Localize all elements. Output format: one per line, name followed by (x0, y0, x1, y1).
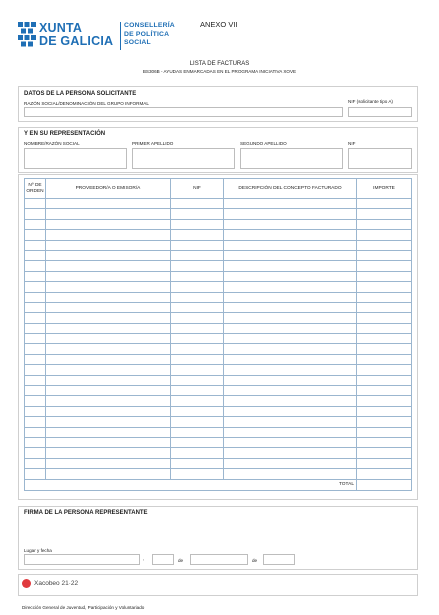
logo-separator (120, 22, 121, 50)
orden-cell[interactable] (25, 271, 46, 281)
nif-cell[interactable] (171, 313, 224, 323)
proveedor-cell[interactable] (46, 334, 171, 344)
orden-cell[interactable] (25, 406, 46, 416)
proveedor-cell[interactable] (46, 282, 171, 292)
importe-cell[interactable] (357, 386, 412, 396)
proveedor-cell[interactable] (46, 396, 171, 406)
descripcion-cell[interactable] (224, 344, 357, 354)
table-row (25, 437, 412, 447)
importe-cell[interactable] (357, 209, 412, 219)
nif-cell[interactable] (171, 386, 224, 396)
orden-cell[interactable] (25, 334, 46, 344)
proveedor-cell[interactable] (46, 271, 171, 281)
descripcion-cell[interactable] (224, 250, 357, 260)
proveedor-cell[interactable] (46, 427, 171, 437)
importe-cell[interactable] (357, 417, 412, 427)
orden-cell[interactable] (25, 427, 46, 437)
nif-cell[interactable] (171, 458, 224, 468)
de-label-1: de (178, 558, 184, 563)
importe-cell[interactable] (357, 375, 412, 385)
descripcion-cell[interactable] (224, 469, 357, 479)
importe-cell[interactable] (357, 334, 412, 344)
table-row (25, 354, 412, 364)
table-row (25, 313, 412, 323)
orden-cell[interactable] (25, 250, 46, 260)
col-orden-header: Nº DE ORDEN (25, 179, 46, 199)
descripcion-cell[interactable] (224, 219, 357, 229)
orden-cell[interactable] (25, 313, 46, 323)
nif-representante-label: NIF (348, 141, 356, 146)
nif-cell[interactable] (171, 406, 224, 416)
importe-cell[interactable] (357, 365, 412, 375)
nif-cell[interactable] (171, 427, 224, 437)
nif-cell[interactable] (171, 250, 224, 260)
proveedor-cell[interactable] (46, 365, 171, 375)
descripcion-cell[interactable] (224, 261, 357, 271)
nif-cell[interactable] (171, 271, 224, 281)
razon-social-field[interactable] (24, 107, 343, 117)
nif-cell[interactable] (171, 437, 224, 447)
nif-cell[interactable] (171, 282, 224, 292)
table-row (25, 250, 412, 260)
proveedor-cell[interactable] (46, 448, 171, 458)
proveedor-cell[interactable] (46, 302, 171, 312)
descripcion-cell[interactable] (224, 334, 357, 344)
orden-cell[interactable] (25, 375, 46, 385)
table-row (25, 365, 412, 375)
descripcion-cell[interactable] (224, 386, 357, 396)
logo-line-2: DE GALICIA (39, 34, 114, 48)
conselleria-line-2: DE POLÍTICA (124, 30, 170, 38)
nif-cell[interactable] (171, 448, 224, 458)
xacobeo-text: Xacobeo 21·22 (34, 580, 79, 588)
table-row (25, 230, 412, 240)
comma-separator: , (143, 556, 145, 561)
table-row (25, 375, 412, 385)
importe-cell[interactable] (357, 448, 412, 458)
orden-cell[interactable] (25, 292, 46, 302)
table-row (25, 334, 412, 344)
importe-cell[interactable] (357, 219, 412, 229)
firma-heading: FIRMA DE LA PERSONA REPRESENTANTE (24, 510, 148, 516)
table-row (25, 282, 412, 292)
proveedor-cell[interactable] (46, 386, 171, 396)
table-row (25, 396, 412, 406)
descripcion-cell[interactable] (224, 199, 357, 209)
orden-cell[interactable] (25, 261, 46, 271)
segundo-apellido-label: SEGUNDO APELLIDO (240, 141, 287, 146)
orden-cell[interactable] (25, 282, 46, 292)
importe-cell[interactable] (357, 437, 412, 447)
descripcion-cell[interactable] (224, 417, 357, 427)
importe-cell[interactable] (357, 261, 412, 271)
importe-cell[interactable] (357, 292, 412, 302)
descripcion-cell[interactable] (224, 240, 357, 250)
descripcion-cell[interactable] (224, 302, 357, 312)
table-row (25, 240, 412, 250)
orden-cell[interactable] (25, 240, 46, 250)
nif-representante-field[interactable] (348, 148, 412, 169)
conselleria-line-3: SOCIAL (124, 39, 151, 46)
importe-cell[interactable] (357, 302, 412, 312)
proveedor-cell[interactable] (46, 313, 171, 323)
representacion-heading: Y EN SU REPRESENTACIÓN (24, 131, 106, 137)
importe-cell[interactable] (357, 230, 412, 240)
orden-cell[interactable] (25, 199, 46, 209)
proveedor-cell[interactable] (46, 375, 171, 385)
proveedor-cell[interactable] (46, 354, 171, 364)
descripcion-cell[interactable] (224, 354, 357, 364)
descripcion-cell[interactable] (224, 313, 357, 323)
proveedor-cell[interactable] (46, 250, 171, 260)
solicitante-heading: DATOS DE LA PERSONA SOLICITANTE (24, 91, 137, 97)
nombre-label: NOMBRE/RAZÓN SOCIAL (24, 141, 80, 146)
xunta-emblem-icon (18, 22, 36, 50)
primer-apellido-field[interactable] (132, 148, 235, 169)
importe-cell[interactable] (357, 250, 412, 260)
descripcion-cell[interactable] (224, 209, 357, 219)
anexo-label: ANEXO VII (200, 20, 238, 29)
proveedor-cell[interactable] (46, 292, 171, 302)
orden-cell[interactable] (25, 469, 46, 479)
descripcion-cell[interactable] (224, 365, 357, 375)
nif-cell[interactable] (171, 209, 224, 219)
orden-cell[interactable] (25, 230, 46, 240)
importe-cell[interactable] (357, 313, 412, 323)
proveedor-cell[interactable] (46, 344, 171, 354)
nif-cell[interactable] (171, 396, 224, 406)
page-header (0, 0, 439, 60)
descripcion-cell[interactable] (224, 448, 357, 458)
descripcion-cell[interactable] (224, 458, 357, 468)
table-row (25, 448, 412, 458)
descripcion-cell[interactable] (224, 230, 357, 240)
de-label-2: de (252, 558, 258, 563)
nif-cell[interactable] (171, 240, 224, 250)
logo-line-1: XUNTA (39, 21, 83, 35)
proveedor-cell[interactable] (46, 458, 171, 468)
orden-cell[interactable] (25, 396, 46, 406)
proveedor-cell[interactable] (46, 230, 171, 240)
orden-cell[interactable] (25, 448, 46, 458)
importe-cell[interactable] (357, 344, 412, 354)
orden-cell[interactable] (25, 417, 46, 427)
importe-cell[interactable] (357, 271, 412, 281)
proveedor-cell[interactable] (46, 261, 171, 271)
nif-cell[interactable] (171, 323, 224, 333)
proveedor-cell[interactable] (46, 323, 171, 333)
importe-cell[interactable] (357, 406, 412, 416)
nif-cell[interactable] (171, 230, 224, 240)
nif-cell[interactable] (171, 354, 224, 364)
nif-solicitante-field[interactable] (348, 107, 412, 117)
table-row (25, 427, 412, 437)
total-label: TOTAL (25, 479, 357, 490)
proveedor-cell[interactable] (46, 240, 171, 250)
direccion-general: Dirección General de Juventud, Participación y Voluntariado (22, 605, 145, 610)
conselleria-line-1: CONSELLERÍA (124, 22, 175, 29)
proveedor-cell[interactable] (46, 209, 171, 219)
table-header-row (25, 179, 412, 199)
nif-cell[interactable] (171, 375, 224, 385)
lugar-fecha-label: Lugar y fecha (24, 548, 52, 553)
xacobeo-icon (22, 579, 31, 588)
nif-cell[interactable] (171, 365, 224, 375)
table-row (25, 417, 412, 427)
proveedor-cell[interactable] (46, 469, 171, 479)
proveedor-cell[interactable] (46, 199, 171, 209)
descripcion-cell[interactable] (224, 406, 357, 416)
importe-cell[interactable] (357, 240, 412, 250)
table-row (25, 209, 412, 219)
descripcion-cell[interactable] (224, 271, 357, 281)
descripcion-cell[interactable] (224, 437, 357, 447)
table-row (25, 271, 412, 281)
descripcion-cell[interactable] (224, 323, 357, 333)
table-row (25, 458, 412, 468)
nif-cell[interactable] (171, 292, 224, 302)
document-title: LISTA DE FACTURAS (189, 61, 250, 67)
importe-cell[interactable] (357, 282, 412, 292)
table-row (25, 469, 412, 479)
nif-cell[interactable] (171, 417, 224, 427)
facturas-table (24, 178, 412, 491)
descripcion-cell[interactable] (224, 427, 357, 437)
lugar-field[interactable] (24, 554, 140, 565)
proveedor-cell[interactable] (46, 406, 171, 416)
importe-cell[interactable] (357, 396, 412, 406)
nif-cell[interactable] (171, 302, 224, 312)
nif-cell[interactable] (171, 469, 224, 479)
descripcion-cell[interactable] (224, 282, 357, 292)
importe-cell[interactable] (357, 427, 412, 437)
descripcion-cell[interactable] (224, 396, 357, 406)
table-row (25, 302, 412, 312)
table-row (25, 323, 412, 333)
proveedor-cell[interactable] (46, 437, 171, 447)
table-row (25, 406, 412, 416)
proveedor-cell[interactable] (46, 417, 171, 427)
orden-cell[interactable] (25, 219, 46, 229)
descripcion-cell[interactable] (224, 292, 357, 302)
nombre-field[interactable] (24, 148, 127, 169)
table-row (25, 261, 412, 271)
importe-cell[interactable] (357, 458, 412, 468)
table-row (25, 292, 412, 302)
nif-solicitante-label: NIF (solicitante tipo A) (348, 99, 393, 104)
total-value-cell[interactable] (357, 479, 412, 490)
orden-cell[interactable] (25, 458, 46, 468)
nif-cell[interactable] (171, 219, 224, 229)
segundo-apellido-field[interactable] (240, 148, 343, 169)
table-row (25, 386, 412, 396)
orden-cell[interactable] (25, 386, 46, 396)
orden-cell[interactable] (25, 344, 46, 354)
xacobeo-logo (22, 579, 78, 588)
nif-cell[interactable] (171, 334, 224, 344)
xunta-logo-text (39, 22, 113, 48)
ano-field[interactable] (263, 554, 295, 565)
importe-cell[interactable] (357, 199, 412, 209)
conselleria-name (124, 22, 175, 48)
nif-cell[interactable] (171, 261, 224, 271)
table-row (25, 199, 412, 209)
orden-cell[interactable] (25, 365, 46, 375)
table-row (25, 219, 412, 229)
orden-cell[interactable] (25, 209, 46, 219)
orden-cell[interactable] (25, 302, 46, 312)
document-subtitle: BS306B - AYUDAS ENMARCADAS EN EL PROGRAMA INICIATIVA XOVE (142, 69, 297, 74)
nif-cell[interactable] (171, 344, 224, 354)
nif-cell[interactable] (171, 199, 224, 209)
xunta-logo (18, 22, 118, 52)
col-descripcion-header: DESCRIPCIÓN DEL CONCEPTO FACTURADO (224, 179, 357, 199)
col-proveedor-header: PROVEEDOR/A O EMISOR/A (46, 179, 171, 199)
descripcion-cell[interactable] (224, 375, 357, 385)
orden-cell[interactable] (25, 437, 46, 447)
dia-field[interactable] (152, 554, 174, 565)
importe-cell[interactable] (357, 323, 412, 333)
razon-social-label: RAZÓN SOCIAL/DENOMINACIÓN DEL GRUPO INFORMAL (24, 101, 149, 106)
orden-cell[interactable] (25, 323, 46, 333)
importe-cell[interactable] (357, 469, 412, 479)
table-row (25, 344, 412, 354)
total-row (25, 479, 412, 490)
importe-cell[interactable] (357, 354, 412, 364)
orden-cell[interactable] (25, 354, 46, 364)
col-nif-header: NIF (171, 179, 224, 199)
mes-field[interactable] (190, 554, 248, 565)
primer-apellido-label: PRIMER APELLIDO (132, 141, 174, 146)
proveedor-cell[interactable] (46, 219, 171, 229)
col-importe-header: IMPORTE (357, 179, 412, 199)
